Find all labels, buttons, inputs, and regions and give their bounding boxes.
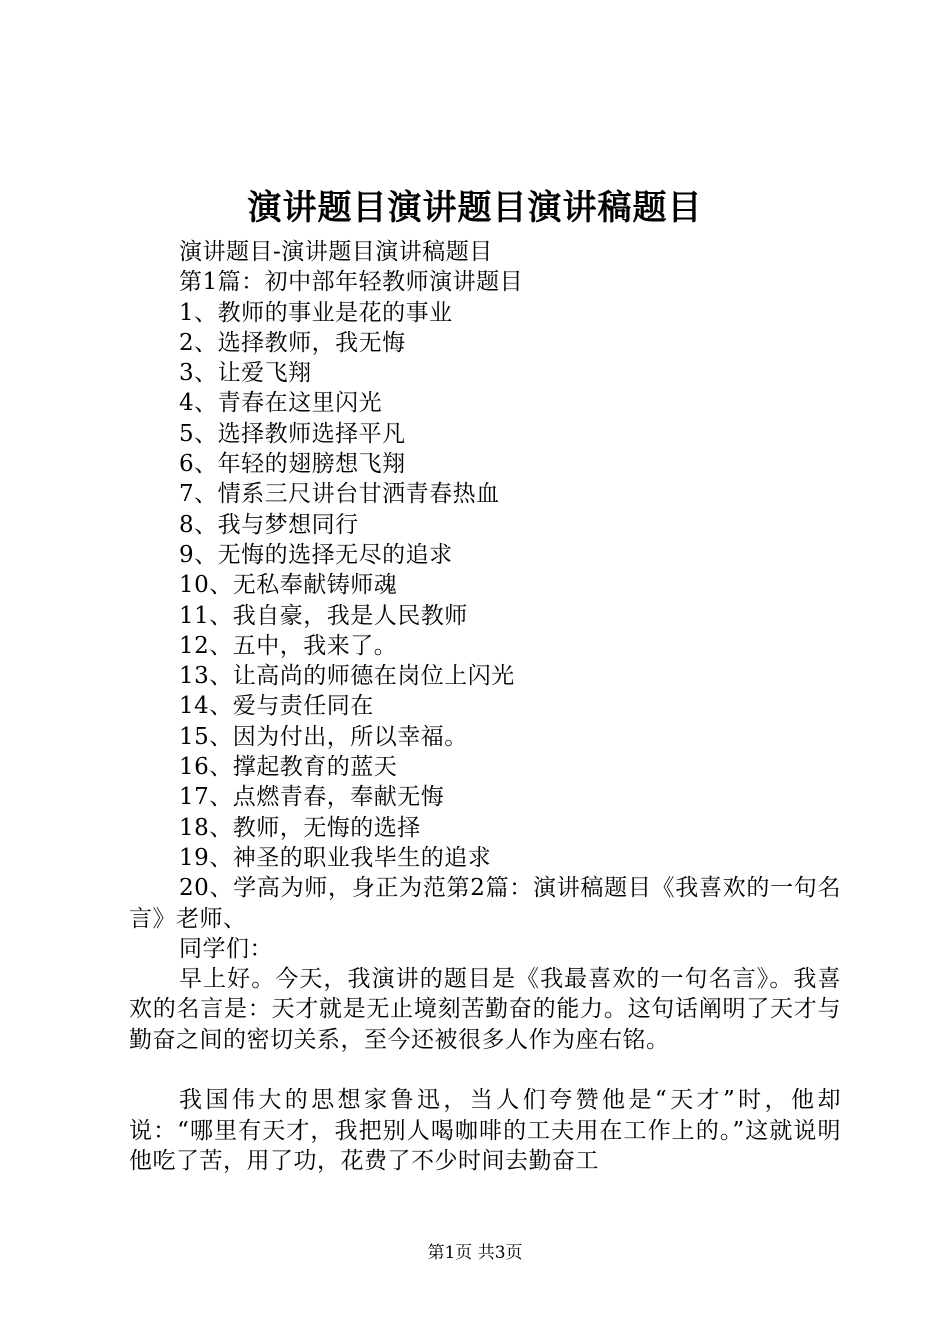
topic-list-item: 7、情系三尺讲台甘洒青春热血 <box>179 481 500 508</box>
topic-list-item: 13、让高尚的师德在岗位上闪光 <box>179 663 515 690</box>
page-footer: 第1页 共3页 <box>427 1243 523 1263</box>
section-heading: 第1篇：初中部年轻教师演讲题目 <box>179 269 524 296</box>
topic-list-item: 1、教师的事业是花的事业 <box>179 299 453 326</box>
topic-list-item: 18、教师，无悔的选择 <box>179 814 421 841</box>
topic-list-item: 9、无悔的选择无尽的追求 <box>179 541 453 568</box>
paragraph-intro: 早上好。今天，我演讲的题目是《我最喜欢的一句名言》。我喜欢的名言是：天才就是无止境刻苦勤奋的能力。这句话阐明了天才与勤奋之间的密切关系，至今还被很多人作为座右铭。 <box>129 966 841 1053</box>
topic-list-item: 16、撑起教育的蓝天 <box>179 754 398 781</box>
topic-list-item: 2、选择教师，我无悔 <box>179 329 406 356</box>
greeting-line: 同学们： <box>179 935 273 962</box>
topic-list-item: 5、选择教师选择平凡 <box>179 420 406 447</box>
document-body <box>129 237 841 1176</box>
document-subtitle: 演讲题目-演讲题目演讲稿题目 <box>179 239 493 265</box>
paragraph-luxun: 我国伟大的思想家鲁迅，当人们夸赞他是“天才”时，他却说：“哪里有天才，我把别人喝咖啡的工夫用在工作上的。”这就说明他吃了苦，用了功，花费了不少时间去勤奋工 <box>129 1087 841 1174</box>
document-title: 演讲题目演讲题目演讲稿题目 <box>247 188 703 228</box>
topic-list-item: 19、神圣的职业我毕生的追求 <box>179 844 492 871</box>
topic-list <box>129 298 841 874</box>
topic-list-item: 10、无私奉献铸师魂 <box>179 572 398 599</box>
paragraph-gap <box>129 1055 841 1085</box>
topic-list-item: 3、让爱飞翔 <box>179 360 312 387</box>
topic-list-item: 4、青春在这里闪光 <box>179 390 383 417</box>
topic-list-item: 15、因为付出，所以幸福。 <box>179 723 468 750</box>
topic-list-item: 14、爱与责任同在 <box>179 693 374 720</box>
topic-list-item: 8、我与梦想同行 <box>179 511 359 538</box>
topic-list-item: 11、我自豪，我是人民教师 <box>179 602 468 629</box>
topic-list-item: 17、点燃青春，奉献无悔 <box>179 784 445 811</box>
topic-list-item: 6、年轻的翅膀想飞翔 <box>179 451 406 478</box>
topic-list-item: 12、五中，我来了。 <box>179 632 398 659</box>
paragraph-item-20: 20、学高为师，身正为范第2篇：演讲稿题目《我喜欢的一句名言》老师、 <box>129 875 841 932</box>
